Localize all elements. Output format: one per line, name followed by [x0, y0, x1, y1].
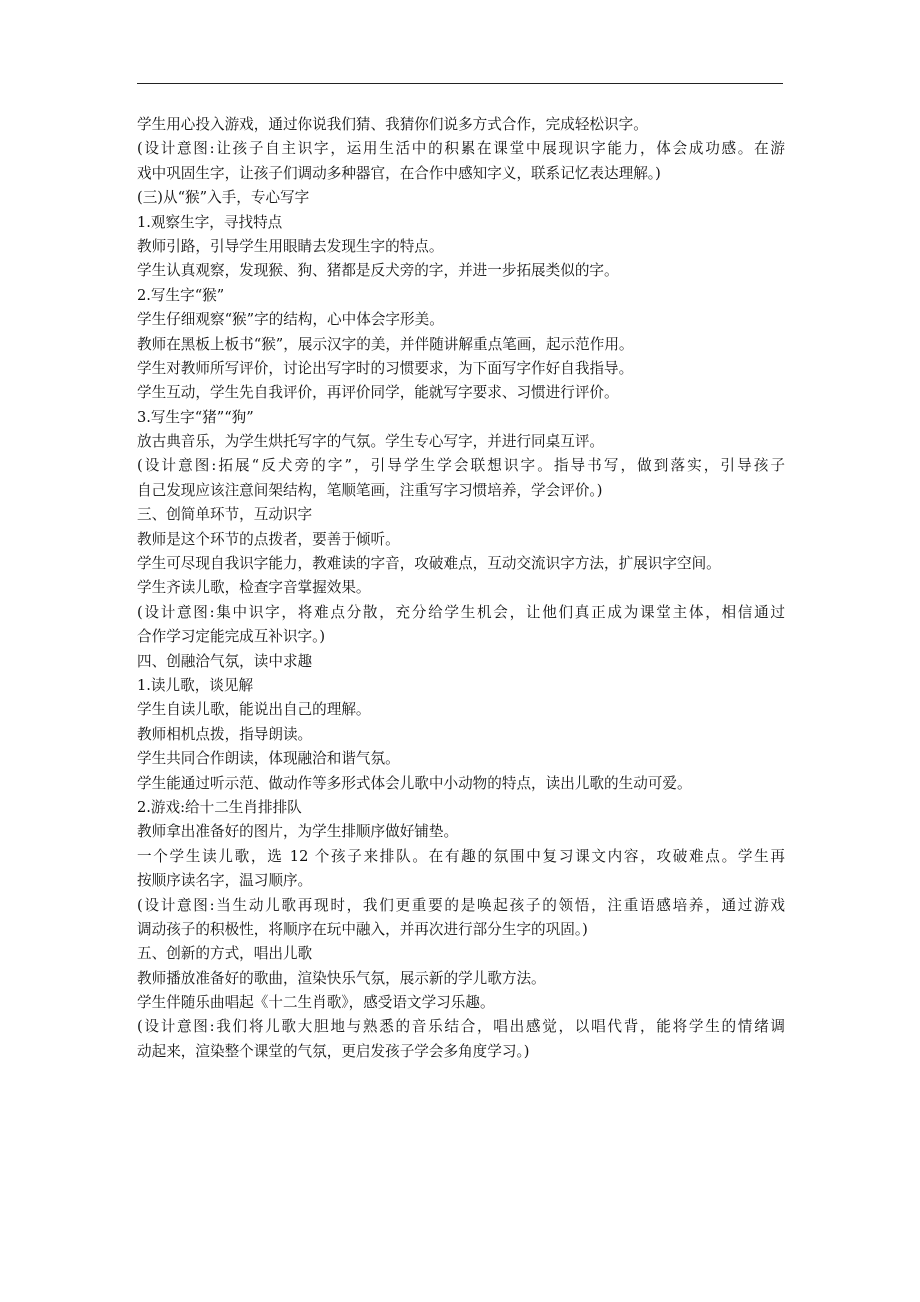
text-line: 学生可尽现自我识字能力，教难读的字音，攻破难点，互动交流识字方法，扩展识字空间。 [137, 555, 721, 573]
text-line: (设计意图:我们将儿歌大胆地与熟悉的音乐结合，唱出感觉，以唱代背，能将学生的情绪调 [137, 1018, 785, 1036]
section-heading: 四、创融洽气氛，读中求趣 [137, 652, 313, 670]
text-line: 按顺序读名字，温习顺序。 [137, 872, 313, 890]
text-line: (设计意图:拓展“反犬旁的字”，引导学生学会联想识字。指导书写，做到落实，引导孩子 [137, 457, 785, 475]
text-line: 动起来，渲染整个课堂的气氛，更启发孩子学会多角度学习。) [137, 1042, 530, 1060]
text-line: 一个学生读儿歌，选 12 个孩子来排队。在有趣的氛围中复习课文内容，攻破难点。学生再 [137, 847, 785, 865]
subsection-heading: 1.观察生字，寻找特点 [137, 213, 283, 231]
section-heading: (三)从“猴”入手，专心写字 [137, 189, 310, 207]
subsection-heading: 2.游戏:给十二生肖排排队 [137, 798, 302, 816]
text-line: 合作学习定能完成互补识字。) [137, 628, 326, 646]
subsection-heading: 2.写生字“猴” [137, 286, 225, 304]
text-line: 戏中巩固生字，让孩子们调动多种器官，在合作中感知字义，联系记忆表达理解。) [137, 164, 661, 182]
text-line: 学生互动，学生先自我评价，再评价同学，能就写字要求、习惯进行评价。 [137, 384, 619, 402]
text-line: 学生用心投入游戏，通过你说我们猜、我猜你们说多方式合作，完成轻松识字。 [137, 116, 648, 133]
text-line: 调动孩子的积极性，将顺序在玩中融入，并再次进行部分生字的巩固。) [137, 920, 588, 938]
text-line: 教师在黑板上板书“猴”，展示汉字的美，并伴随讲解重点笔画，起示范作用。 [137, 335, 634, 353]
text-line: 学生对教师所写评价，讨论出写字时的习惯要求，为下面写字作好自我指导。 [137, 359, 634, 377]
subsection-heading: 1.读儿歌，谈见解 [137, 676, 254, 694]
text-line: 自己发现应该注意间架结构，笔顺笔画，注重写字习惯培养，学会评价。) [137, 481, 603, 499]
section-heading: 五、创新的方式，唱出儿歌 [137, 945, 313, 963]
text-line: 教师拿出准备好的图片，为学生排顺序做好铺垫。 [137, 823, 459, 841]
document-body [137, 113, 785, 1064]
text-line: 放古典音乐，为学生烘托写字的气氛。学生专心写字，并进行同桌互评。 [137, 433, 605, 451]
text-line: 学生认真观察，发现猴、狗、猪都是反犬旁的字，并进一步拓展类似的字。 [137, 262, 619, 280]
text-line: 教师相机点拨，指导朗读。 [137, 725, 313, 743]
text-line: 教师引路，引导学生用眼睛去发现生字的特点。 [137, 237, 444, 255]
text-line: 学生共同合作朗读，体现融洽和谐气氛。 [137, 750, 400, 768]
text-line: 学生自读儿歌，能说出自己的理解。 [137, 701, 371, 719]
text-line: 学生伴随乐曲唱起《十二生肖歌》，感受语文学习乐趣。 [137, 994, 495, 1012]
subsection-heading: 3.写生字“猪”“狗” [137, 408, 254, 426]
text-line: 学生仔细观察“猴”字的结构，心中体会字形美。 [137, 311, 444, 329]
text-line: 教师播放准备好的歌曲，渲染快乐气氛，展示新的学儿歌方法。 [137, 969, 546, 987]
header-rule [137, 83, 783, 84]
text-line: (设计意图:集中识字，将难点分散，充分给学生机会，让他们真正成为课堂主体，相信通过 [137, 603, 785, 621]
section-heading: 三、创简单环节，互动识字 [137, 506, 313, 524]
text-line: (设计意图:让孩子自主识字，运用生活中的积累在课堂中展现识字能力，体会成功感。在游 [137, 140, 785, 158]
text-line: 学生齐读儿歌，检查字音掌握效果。 [137, 579, 371, 597]
text-line: 学生能通过听示范、做动作等多形式体会儿歌中小动物的特点，读出儿歌的生动可爱。 [137, 774, 692, 792]
text-line: 教师是这个环节的点拨者，要善于倾听。 [137, 530, 400, 548]
text-line: (设计意图:当生动儿歌再现时，我们更重要的是唤起孩子的领悟，注重语感培养，通过游戏 [137, 896, 785, 914]
